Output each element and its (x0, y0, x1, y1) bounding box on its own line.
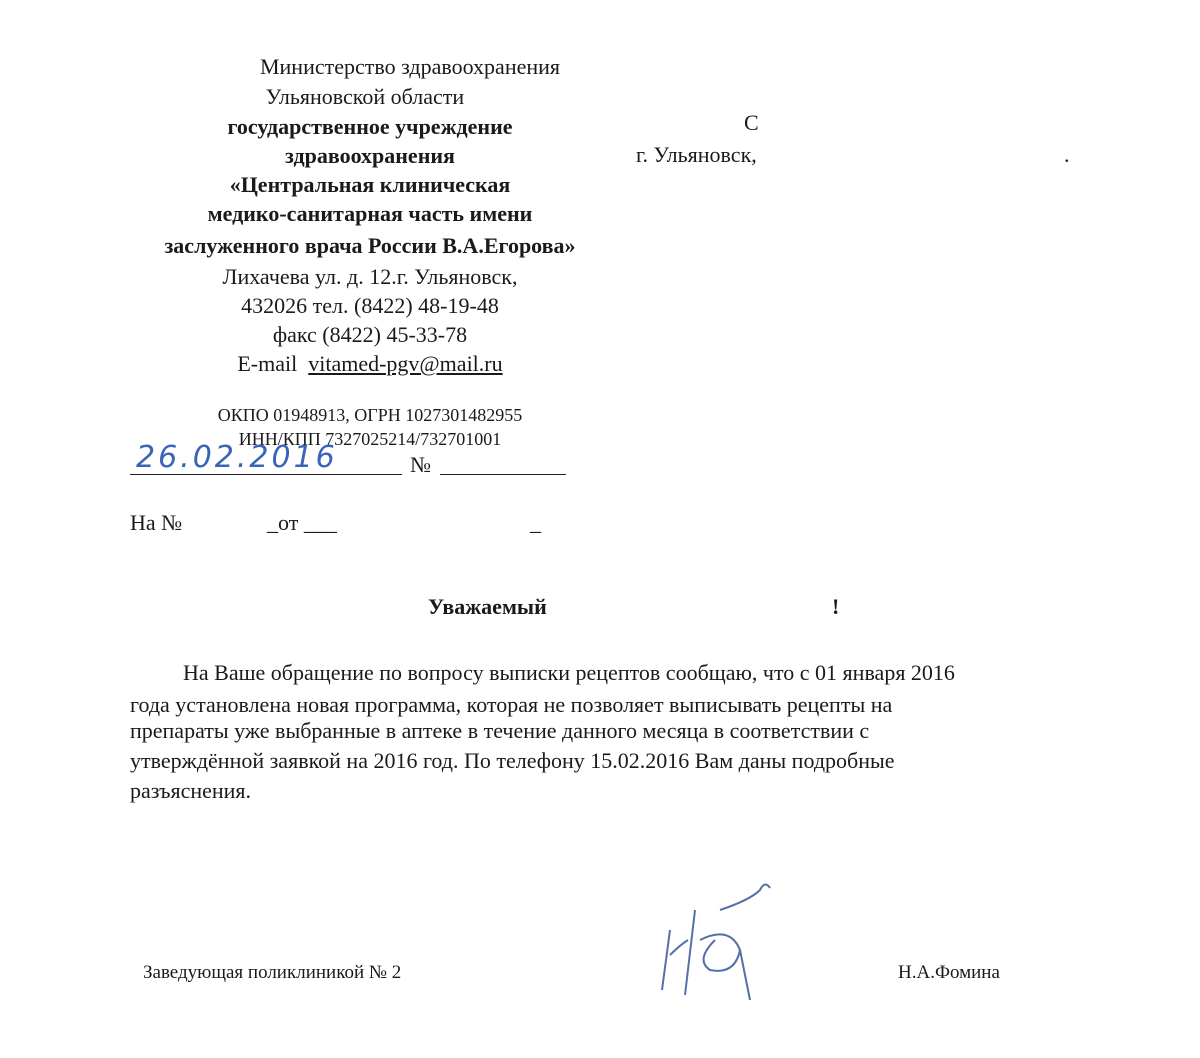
okpo-ogrn: ОКПО 01948913, ОГРН 1027301482955 (217, 405, 523, 425)
signatory-name: Н.А.Фомина (898, 962, 1000, 983)
email-line (80, 351, 660, 377)
ot-label: _от ___ (267, 510, 337, 535)
body-line: разъяснения. (130, 778, 252, 803)
trailing-underscore: _ (530, 510, 541, 535)
org-name-3: заслуженного врача России В.А.Егорова» (164, 233, 576, 258)
ministry-region: Ульяновской области (265, 84, 465, 109)
body-line: утверждённой заявкой на 2016 год. По телефону 15.02.2016 Вам даны подробные (130, 748, 895, 773)
fax: факс (8422) 45-33-78 (272, 322, 468, 347)
ministry-line: Министерство здравоохранения (259, 54, 561, 79)
email-link[interactable]: vitamed-pgv@mail.ru (308, 351, 503, 376)
signatory-position: Заведующая поликлиникой № 2 (143, 962, 402, 983)
number-underline (440, 474, 566, 475)
body-line: На Ваше обращение по вопросу выписки рецептов сообщаю, что с 01 января 2016 (183, 660, 955, 685)
org-type: государственное учреждение (227, 114, 513, 139)
org-name-1: «Центральная клиническая (229, 172, 511, 197)
body-line: препараты уже выбранные в аптеке в течение данного месяца в соответствии с (130, 718, 870, 743)
phone: 432026 тел. (8422) 48-19-48 (241, 293, 499, 318)
salutation: Уважаемый (428, 594, 547, 619)
body-line: года установлена новая программа, которая не позволяет выписывать рецепты на (130, 692, 893, 717)
handwritten-date: 26.02.2016 (136, 440, 338, 475)
recipient-name: С (744, 110, 759, 135)
salutation-exclamation: ! (832, 594, 840, 619)
org-type-2: здравоохранения (285, 143, 455, 168)
address: Лихачева ул. д. 12.г. Ульяновск, (222, 264, 518, 289)
recipient-end: . (1064, 142, 1070, 167)
na-number-label: На № (130, 510, 183, 535)
email-label: E-mail (237, 351, 298, 376)
handwritten-signature (640, 870, 800, 1010)
inn-kpp: ИНН/КПП 7327025214/732701001 (238, 429, 502, 449)
recipient-city: г. Ульяновск, (636, 142, 757, 167)
number-sign: № (410, 452, 431, 477)
org-name-2: медико-санитарная часть имени (207, 201, 533, 226)
